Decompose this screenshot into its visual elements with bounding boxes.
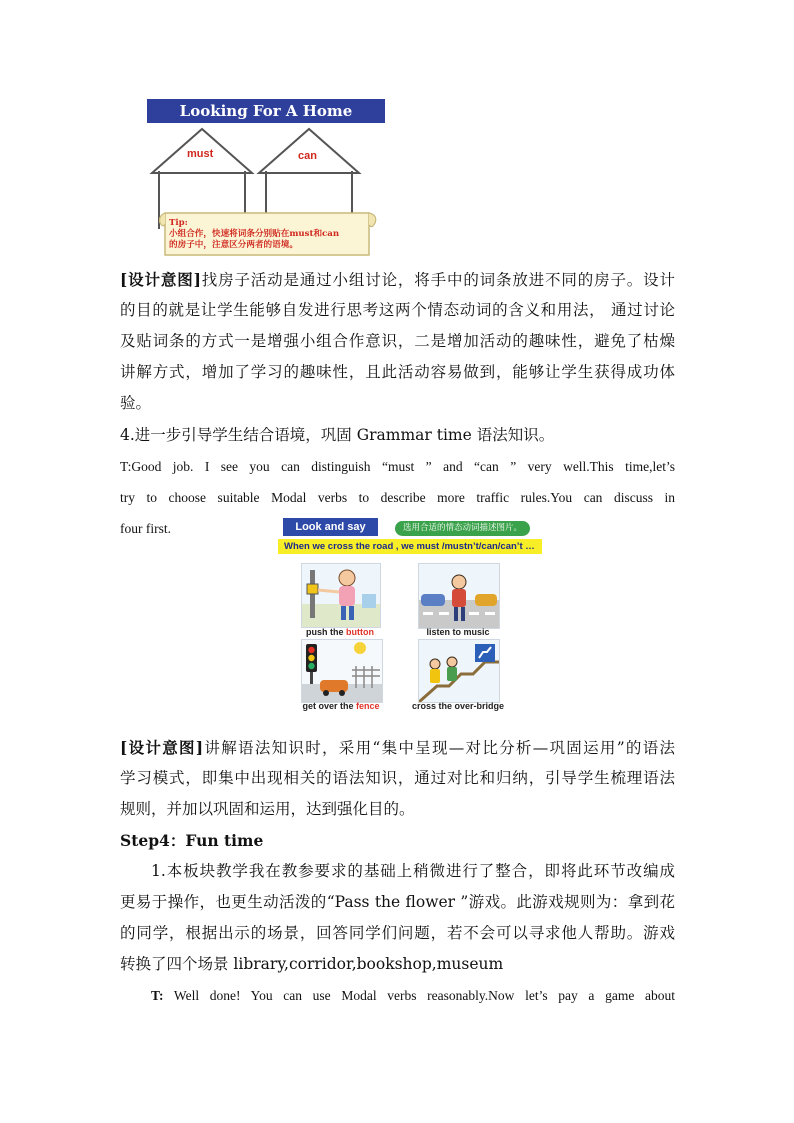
caption-over-bridge: cross the over-bridge — [411, 701, 505, 711]
teacher1-line-1: T:Good job. I see you can distinguish “must ” and “can ” very well.This time,let’s — [120, 459, 675, 474]
step4-heading: Step4：Fun time — [120, 831, 264, 850]
design-intent-tag-2: [设计意图] — [120, 738, 204, 757]
para3-line-4: 转换了四个场景 library,corridor,bookshop,museum — [120, 955, 504, 973]
picture-get-over-fence — [301, 639, 383, 703]
house-label-can: can — [298, 150, 317, 162]
sentence-banner: When we cross the road , we must /mustn’t/can/can’t … — [278, 539, 542, 554]
tip-line-2: 的房子中，注意区分两者的语境。 — [169, 240, 298, 250]
para1-line-3: 及贴词条的方式一是增强小组合作意识，二是增加活动的趣味性，避免了枯燥 — [120, 332, 675, 350]
teacher1-line-2: try to choose suitable Modal verbs to describe more traffic rules.You can discuss in — [120, 490, 675, 505]
para1-line-4: 讲解方式，增加了学习的趣味性，且此活动容易做到，能够让学生获得成功体 — [120, 363, 675, 381]
para2-line-1: [设计意图]讲解语法知识时，采用“集中呈现—对比分析—巩固运用”的语法 — [120, 738, 675, 757]
caption-push-button: push the button — [306, 627, 374, 637]
item-4: 4.进一步引导学生结合语境，巩固 Grammar time 语法知识。 — [120, 426, 555, 444]
para1-line-5: 验。 — [120, 394, 152, 412]
over-bridge-illustration — [419, 640, 499, 702]
picture-listen-music — [418, 563, 500, 629]
teacher2-line: T: Well done! You can use Modal verbs reasonably.Now let’s pay a game about — [151, 988, 675, 1003]
look-and-say-badge: Look and say — [283, 518, 378, 536]
house-label-must: must — [187, 148, 214, 160]
teacher1-line-3: four first. — [120, 521, 171, 536]
para2-line-2: 学习模式，即集中出现相关的语法知识，通过对比和归纳，引导学生梳理语法 — [120, 769, 675, 787]
design-intent-tag: [设计意图] — [120, 270, 201, 289]
instruction-pill: 选用合适的情态动词描述图片。 — [395, 521, 530, 536]
figure-title: Looking For A Home — [179, 102, 353, 120]
pedestrian-button-illustration — [302, 564, 380, 627]
para1-line-2: 的目的就是让学生能够自发进行思考这两个情态动词的含义和用法， 通过讨论 — [120, 301, 675, 319]
tip-line-1: 小组合作，快速将词条分别贴在must和can — [169, 229, 340, 239]
caption-listen-music: listen to music — [426, 627, 490, 637]
para3-line-2: 更易于操作，也更生动活泼的“Pass the flower ”游戏。此游戏规则为：拿到花 — [120, 893, 675, 911]
para3-line-1: 1.本板块教学我在教参要求的基础上稍微进行了整合，即将此环节改编成 — [151, 862, 675, 880]
tip-label: Tip: — [169, 218, 188, 228]
figure-title-banner — [147, 99, 385, 123]
caption-get-over-fence: get over the fence — [302, 701, 380, 711]
para3-line-3: 的同学，根据出示的场景，回答同学们问题，若不会可以寻求他人帮助。游戏 — [120, 924, 675, 942]
look-and-say-figure — [278, 517, 542, 715]
para1-line-1: [设计意图]找房子活动是通过小组讨论，将手中的词条放进不同的房子。设计 — [120, 270, 675, 289]
picture-push-button — [301, 563, 381, 628]
road-crossing-music-illustration — [419, 564, 499, 628]
picture-over-bridge — [418, 639, 500, 703]
para2-line-3: 规则，并加以巩固和运用，达到强化目的。 — [120, 800, 415, 818]
traffic-light-fence-illustration — [302, 640, 382, 702]
looking-for-a-home-figure — [147, 99, 387, 259]
tip-text — [169, 218, 379, 251]
